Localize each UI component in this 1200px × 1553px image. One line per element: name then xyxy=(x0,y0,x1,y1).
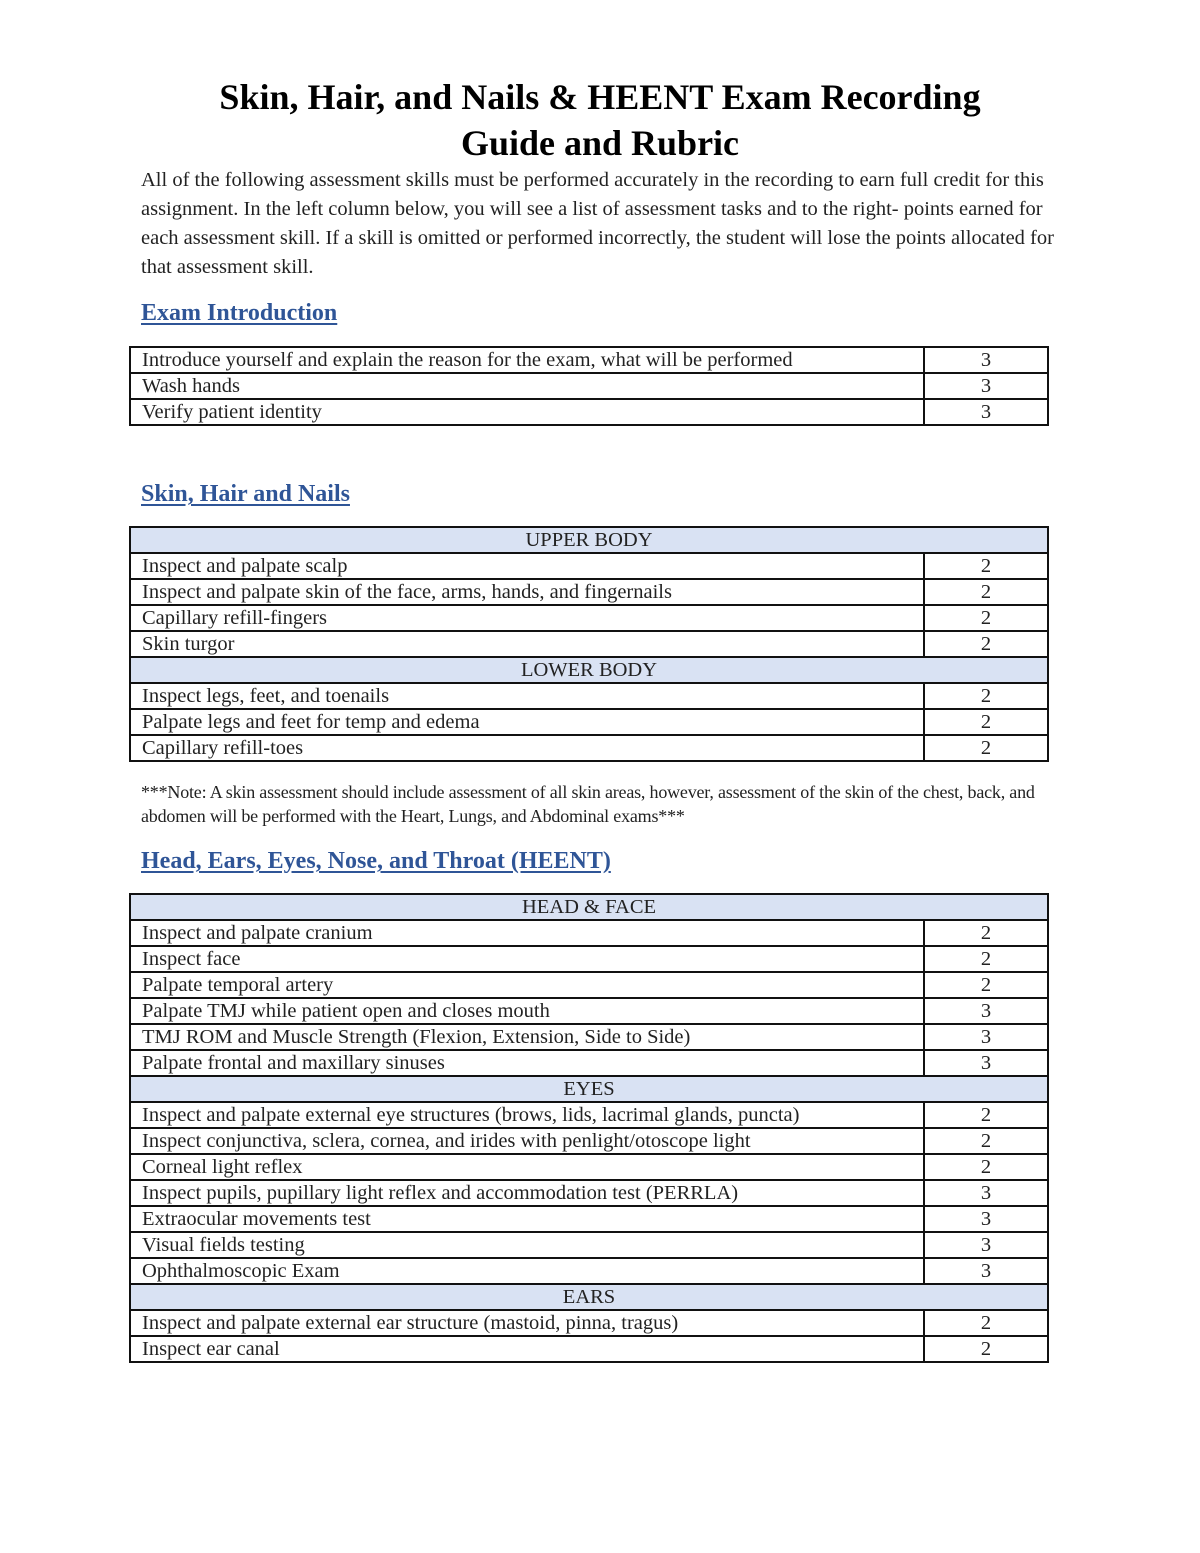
group-label: EYES xyxy=(130,1076,1048,1102)
table-row xyxy=(130,1206,1048,1232)
points-cell: 3 xyxy=(924,998,1048,1024)
task-cell: Inspect conjunctiva, sclera, cornea, and irides with penlight/otoscope light xyxy=(130,1128,924,1154)
table-row xyxy=(130,1180,1048,1206)
table-row xyxy=(130,1102,1048,1128)
points-cell: 3 xyxy=(924,1232,1048,1258)
task-cell: Inspect pupils, pupillary light reflex and accommodation test (PERRLA) xyxy=(130,1180,924,1206)
table-row xyxy=(130,735,1048,761)
title-line-2: Guide and Rubric xyxy=(460,123,740,163)
points-cell: 3 xyxy=(924,1180,1048,1206)
task-cell: Palpate temporal artery xyxy=(130,972,924,998)
task-cell: Capillary refill-fingers xyxy=(130,605,924,631)
task-cell: Inspect and palpate skin of the face, arms, hands, and fingernails xyxy=(130,579,924,605)
table-row xyxy=(130,605,1048,631)
table-row xyxy=(130,998,1048,1024)
points-cell: 2 xyxy=(924,1336,1048,1362)
points-cell: 2 xyxy=(924,1102,1048,1128)
heading-heent: Head, Ears, Eyes, Nose, and Throat (HEENT) xyxy=(141,848,611,874)
task-cell: Skin turgor xyxy=(130,631,924,657)
table-row xyxy=(130,1258,1048,1284)
points-cell: 3 xyxy=(924,373,1048,399)
task-cell: Inspect and palpate cranium xyxy=(130,920,924,946)
table-row xyxy=(130,347,1048,373)
table-row xyxy=(130,972,1048,998)
task-cell: Ophthalmoscopic Exam xyxy=(130,1258,924,1284)
group-label: UPPER BODY xyxy=(130,527,1048,553)
task-cell: Palpate frontal and maxillary sinuses xyxy=(130,1050,924,1076)
points-cell: 2 xyxy=(924,553,1048,579)
points-cell: 3 xyxy=(924,1050,1048,1076)
points-cell: 2 xyxy=(924,920,1048,946)
table-row xyxy=(130,399,1048,425)
page-title xyxy=(0,74,1200,166)
table-row xyxy=(130,1336,1048,1362)
task-cell: Inspect and palpate scalp xyxy=(130,553,924,579)
group-header-head-face xyxy=(130,894,1048,920)
table-row xyxy=(130,1310,1048,1336)
points-cell: 3 xyxy=(924,1258,1048,1284)
task-cell: Verify patient identity xyxy=(130,399,924,425)
points-cell: 2 xyxy=(924,1128,1048,1154)
task-cell: Palpate TMJ while patient open and closes mouth xyxy=(130,998,924,1024)
table-row xyxy=(130,920,1048,946)
heading-skin-hair-nails: Skin, Hair and Nails xyxy=(141,481,350,507)
points-cell: 2 xyxy=(924,631,1048,657)
intro-paragraph: All of the following assessment skills must be performed accurately in the recording to earn full credit for this assignment. In the left column below, you will see a list of assessment tasks and to the right- points earned for each assessment skill. If a skill is omitted or performed incorrectly, the student will lose the points allocated for that assessment skill. xyxy=(141,169,1054,278)
points-cell: 2 xyxy=(924,683,1048,709)
task-cell: Inspect and palpate external ear structure (mastoid, pinna, tragus) xyxy=(130,1310,924,1336)
task-cell: Introduce yourself and explain the reason for the exam, what will be performed xyxy=(130,347,924,373)
points-cell: 3 xyxy=(924,1024,1048,1050)
table-row xyxy=(130,1050,1048,1076)
table-row xyxy=(130,946,1048,972)
points-cell: 3 xyxy=(924,399,1048,425)
task-cell: Extraocular movements test xyxy=(130,1206,924,1232)
table-row xyxy=(130,553,1048,579)
task-cell: Inspect and palpate external eye structures (brows, lids, lacrimal glands, puncta) xyxy=(130,1102,924,1128)
task-cell: Palpate legs and feet for temp and edema xyxy=(130,709,924,735)
table-row xyxy=(130,1232,1048,1258)
task-cell: Wash hands xyxy=(130,373,924,399)
group-label: LOWER BODY xyxy=(130,657,1048,683)
table-row xyxy=(130,709,1048,735)
points-cell: 2 xyxy=(924,972,1048,998)
task-cell: Corneal light reflex xyxy=(130,1154,924,1180)
group-header-ears xyxy=(130,1284,1048,1310)
table-heent xyxy=(129,893,1049,1363)
task-cell: TMJ ROM and Muscle Strength (Flexion, Extension, Side to Side) xyxy=(130,1024,924,1050)
title-line-1: Skin, Hair, and Nails & HEENT Exam Recording xyxy=(219,77,981,117)
heading-exam-introduction: Exam Introduction xyxy=(141,300,338,326)
table-row xyxy=(130,683,1048,709)
table-row xyxy=(130,1154,1048,1180)
points-cell: 2 xyxy=(924,579,1048,605)
points-cell: 2 xyxy=(924,735,1048,761)
skin-assessment-note: ***Note: A skin assessment should include assessment of all skin areas, however, assessment of the skin of the chest, back, and abdomen will be performed with the Heart, Lungs, and Abdominal exams*** xyxy=(141,782,1035,826)
task-cell: Inspect face xyxy=(130,946,924,972)
table-row xyxy=(130,579,1048,605)
table-row xyxy=(130,1024,1048,1050)
table-row xyxy=(130,1128,1048,1154)
table-exam-introduction xyxy=(129,346,1049,426)
group-header-lower-body xyxy=(130,657,1048,683)
points-cell: 2 xyxy=(924,946,1048,972)
points-cell: 3 xyxy=(924,347,1048,373)
group-header-upper-body xyxy=(130,527,1048,553)
group-header-eyes xyxy=(130,1076,1048,1102)
group-label: HEAD & FACE xyxy=(130,894,1048,920)
points-cell: 2 xyxy=(924,709,1048,735)
task-cell: Inspect legs, feet, and toenails xyxy=(130,683,924,709)
task-cell: Visual fields testing xyxy=(130,1232,924,1258)
table-skin-hair-nails xyxy=(129,526,1049,762)
task-cell: Capillary refill-toes xyxy=(130,735,924,761)
points-cell: 2 xyxy=(924,1154,1048,1180)
points-cell: 2 xyxy=(924,1310,1048,1336)
table-row xyxy=(130,631,1048,657)
points-cell: 3 xyxy=(924,1206,1048,1232)
table-row xyxy=(130,373,1048,399)
task-cell: Inspect ear canal xyxy=(130,1336,924,1362)
group-label: EARS xyxy=(130,1284,1048,1310)
points-cell: 2 xyxy=(924,605,1048,631)
